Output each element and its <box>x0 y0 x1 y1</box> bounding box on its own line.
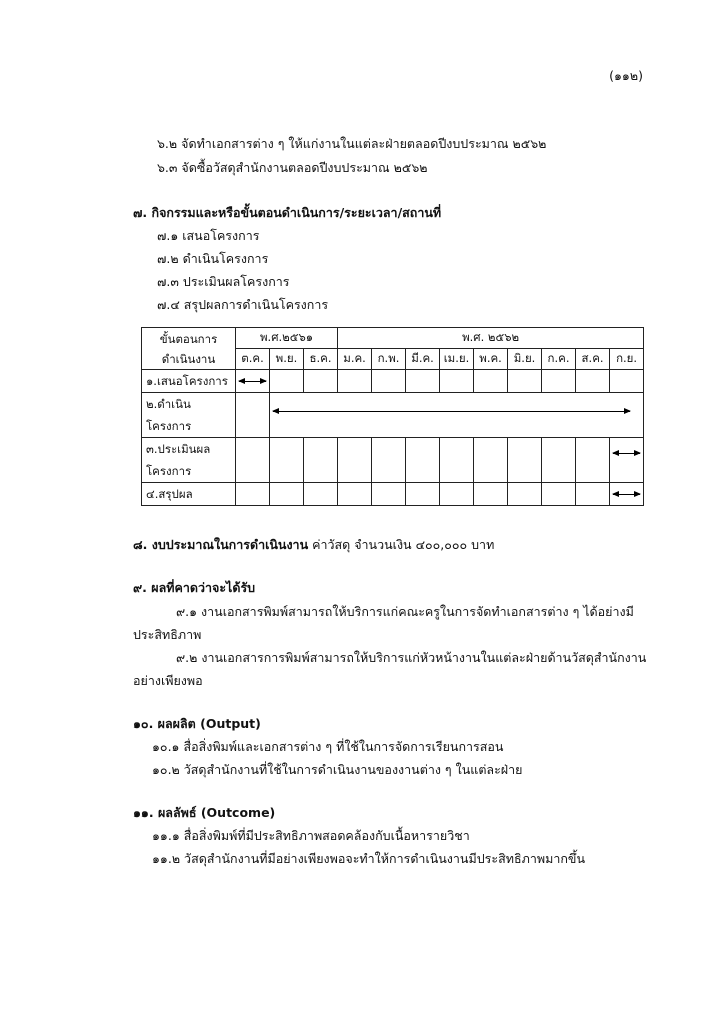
section-11-heading: ๑๑. ผลลัพธ์ (Outcome) <box>133 805 276 820</box>
page-number: (๑๑๒) <box>609 68 643 83</box>
step-label <box>142 393 236 438</box>
section-9-heading: ๙. ผลที่คาดว่าจะได้รับ <box>133 580 256 595</box>
item-11-2: ๑๑.๒ วัสดุสำนักงานที่มีอย่างเพียงพอจะทำให้การดำเนินงานมีประสิทธิภาพมากขึ้น <box>152 851 585 866</box>
schedule-table <box>141 327 644 506</box>
item-10-1: ๑๐.๑ สื่อสิ่งพิมพ์และเอกสารต่าง ๆ ที่ใช้ในการจัดการเรียนการสอน <box>152 739 504 754</box>
item-6-2: ๖.๒ จัดทำเอกสารต่าง ๆ ให้แก่งานในแต่ละฝ่ายตลอดปีงบประมาณ ๒๕๖๒ <box>157 136 547 151</box>
item-11-1: ๑๑.๑ สื่อสิ่งพิมพ์ที่มีประสิทธิภาพสอดคล้องกับเนื้อหารายวิชา <box>152 828 470 843</box>
item-6-3: ๖.๓ จัดซื้อวัสดุสำนักงานตลอดปีงบประมาณ ๒๕๖๒ <box>157 160 428 175</box>
month-header: ก.ค. <box>542 349 576 370</box>
month-header: ต.ค. <box>236 349 270 370</box>
section-7-heading: ๗. กิจกรรมและหรือขั้นตอนดำเนินการ/ระยะเวลา/สถานที่ <box>133 205 442 220</box>
item-7-4: ๗.๔ สรุปผลการดำเนินโครงการ <box>157 297 329 312</box>
month-header: ก.ย. <box>610 349 644 370</box>
month-header: เม.ย. <box>440 349 474 370</box>
schedule-cell <box>610 438 644 483</box>
step-header-line2: ดำเนินงาน <box>161 351 216 366</box>
step-label-text: ๑.เสนอโครงการ <box>146 374 228 388</box>
timeline-arrow <box>239 381 266 382</box>
month-header: มี.ค. <box>406 349 440 370</box>
timeline-arrow <box>273 411 630 412</box>
step-label-text: ๔.สรุปผล <box>146 487 193 501</box>
month-header: พ.ค. <box>474 349 508 370</box>
step-label <box>142 483 236 506</box>
item-9-1-cont: ประสิทธิภาพ <box>133 627 202 642</box>
month-header: ส.ค. <box>576 349 610 370</box>
step-label <box>142 370 236 393</box>
step-header-line1: ขั้นตอนการ <box>159 331 218 346</box>
item-9-1: ๙.๑ งานเอกสารพิมพ์สามารถให้บริการแก่คณะครูในการจัดทำเอกสารต่าง ๆ ได้อย่างมี <box>176 604 634 619</box>
item-7-3: ๗.๓ ประเมินผลโครงการ <box>157 274 290 289</box>
item-7-2: ๗.๒ ดำเนินโครงการ <box>157 251 269 266</box>
month-header: ม.ค. <box>338 349 372 370</box>
item-9-2: ๙.๒ งานเอกสารการพิมพ์สามารถให้บริการแก่หัวหน้างานในแต่ละฝ่ายด้านวัสดุสำนักงาน <box>176 650 647 665</box>
section-8-line <box>133 536 494 554</box>
item-10-2: ๑๐.๒ วัสดุสำนักงานที่ใช้ในการดำเนินงานของงานต่าง ๆ ในแต่ละฝ่าย <box>152 762 523 777</box>
month-header: มิ.ย. <box>508 349 542 370</box>
step-label-text: โครงการ <box>146 464 192 478</box>
item-9-2-cont: อย่างเพียงพอ <box>133 673 203 688</box>
schedule-cell <box>236 370 270 393</box>
section-10-heading: ๑๐. ผลผลิต (Output) <box>133 716 261 731</box>
step-label-text: ๒.ดำเนิน <box>146 397 191 411</box>
schedule-cell <box>610 483 644 506</box>
section-8-heading: ๘. งบประมาณในการดำเนินงาน <box>133 537 309 552</box>
year-header-2561: พ.ศ.๒๕๖๑ <box>236 328 338 349</box>
timeline-arrow <box>613 453 640 454</box>
step-label-text: ๓.ประเมินผล <box>146 442 211 456</box>
item-7-1: ๗.๑ เสนอโครงการ <box>157 228 260 243</box>
month-header: ก.พ. <box>372 349 406 370</box>
step-header <box>142 328 236 370</box>
step-label-text: โครงการ <box>146 419 192 433</box>
schedule-cell <box>270 393 644 438</box>
section-8-text: ค่าวัสดุ จำนวนเงิน ๔๐๐,๐๐๐ บาท <box>308 537 495 552</box>
year-header-2562: พ.ศ. ๒๕๖๒ <box>338 328 644 349</box>
month-header: พ.ย. <box>270 349 304 370</box>
step-label <box>142 438 236 483</box>
month-header: ธ.ค. <box>304 349 338 370</box>
timeline-arrow <box>613 494 640 495</box>
